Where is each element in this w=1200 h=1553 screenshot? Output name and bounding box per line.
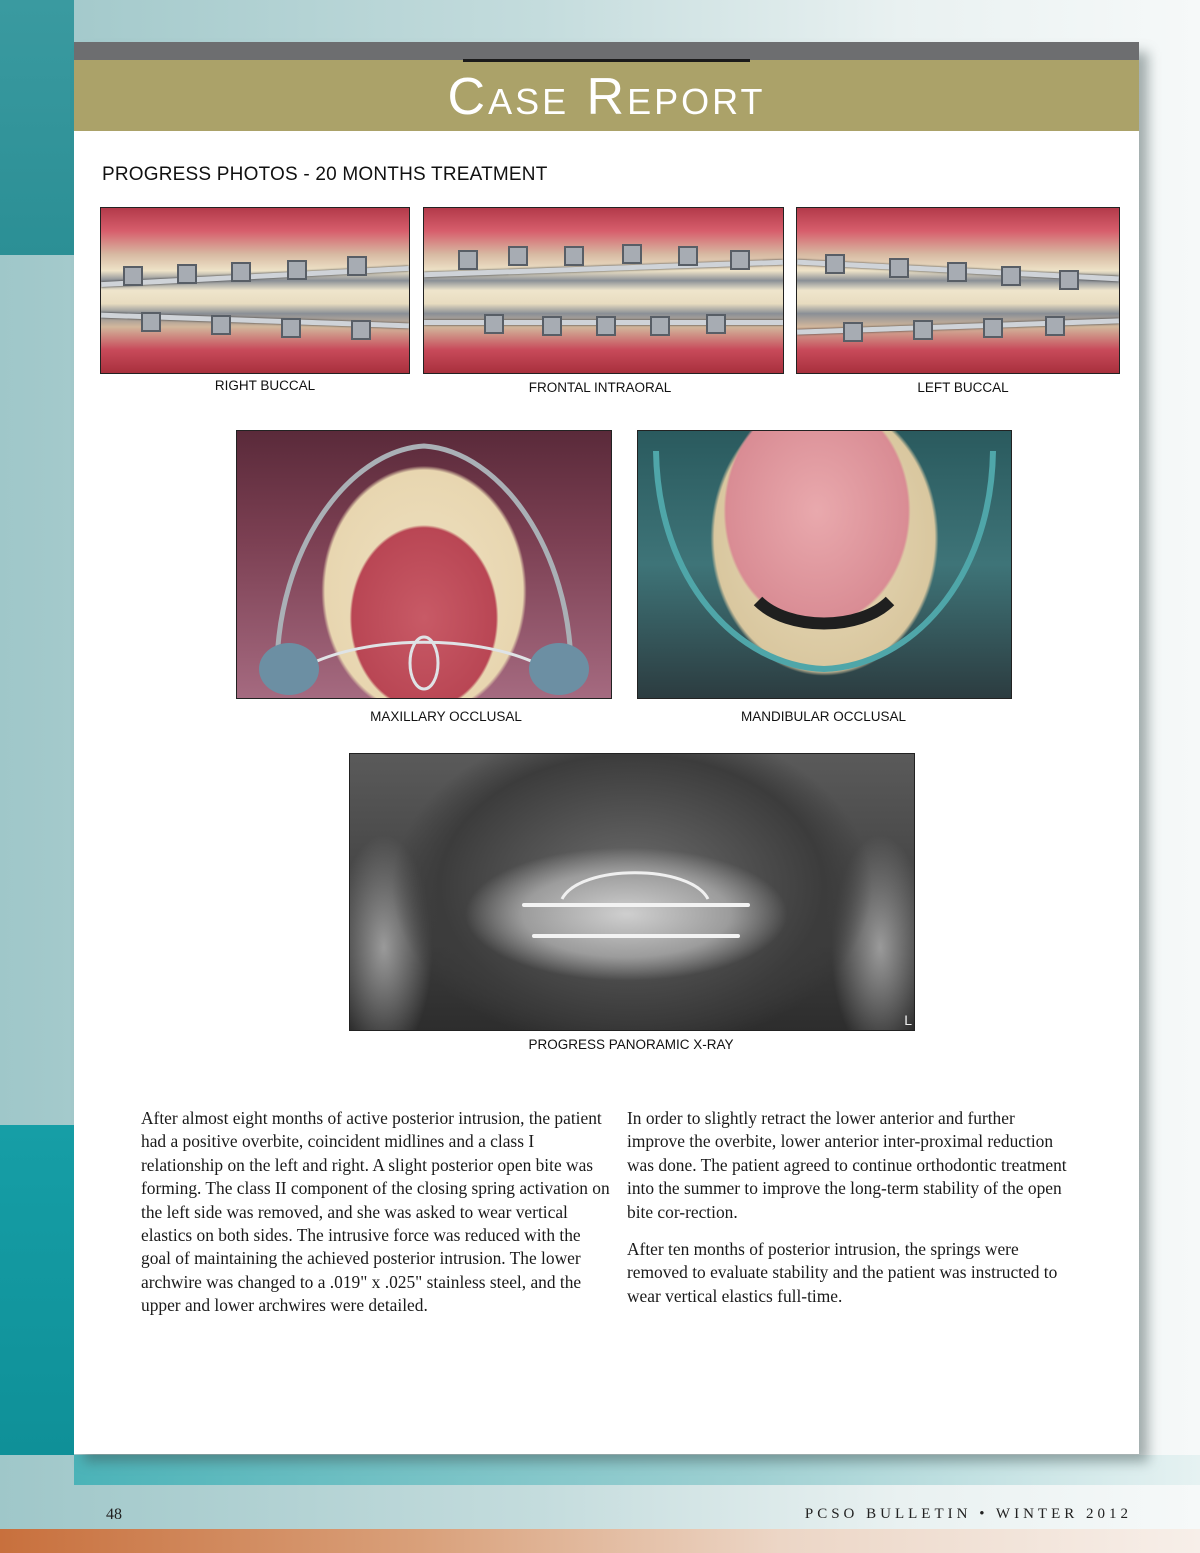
photo-frontal-intraoral <box>423 207 784 374</box>
photo-right-buccal <box>100 207 410 374</box>
decorative-teal-block-bottom <box>0 1125 74 1455</box>
photo-left-buccal <box>796 207 1120 374</box>
decorative-copper-band <box>0 1529 1200 1553</box>
section-title: PROGRESS PHOTOS - 20 MONTHS TREATMENT <box>102 164 548 185</box>
caption-left-buccal: LEFT BUCCAL <box>917 380 1009 395</box>
xray-side-marker: L <box>904 1012 912 1028</box>
photo-mandibular-occlusal <box>637 430 1012 699</box>
photo-maxillary-occlusal <box>236 430 612 699</box>
caption-mandibular-occlusal: MANDIBULAR OCCLUSAL <box>740 709 907 724</box>
body-paragraph: After almost eight months of active posterior intrusion, the patient had a positive overbite, coincident midlines and a class I relationship on the left and right. A slight posterior open bite was forming. The class II component of the closing spring activation on the left side was removed, and she was asked to wear vertical elastics on both sides. The intrusive force was reduced with the goal of maintaining the achieved posterior intrusion. The lower archwire was changed to a .019" x .025" stainless steel, and the upper and lower archwires were detailed. <box>141 1108 610 1316</box>
body-column-2 <box>627 1107 1077 1322</box>
photo-panoramic-xray <box>349 753 915 1031</box>
caption-frontal-intraoral: FRONTAL INTRAORAL <box>528 380 672 395</box>
publication-title: PCSO BULLETIN • WINTER 2012 <box>804 1506 1132 1522</box>
page-title: Case Report <box>447 68 766 126</box>
caption-maxillary-occlusal: MAXILLARY OCCLUSAL <box>370 709 522 724</box>
caption-right-buccal: RIGHT BUCCAL <box>214 378 316 393</box>
body-paragraph: After ten months of posterior intrusion, the springs were removed to evaluate stability and the patient was instructed to wear vertical elastics full-time. <box>627 1239 1058 1306</box>
body-column-1 <box>141 1107 611 1332</box>
header-grey-bar <box>74 42 1139 60</box>
decorative-teal-block-top <box>0 0 74 255</box>
caption-panoramic-xray: PROGRESS PANORAMIC X-RAY <box>528 1037 734 1052</box>
page-number: 48 <box>106 1506 122 1523</box>
body-paragraph: In order to slightly retract the lower anterior and further improve the overbite, lower anterior inter-proximal reduction was done. The patient agreed to continue orthodontic treatment into the summer to improve the long-term stability of the open bite cor-rection. <box>627 1108 1067 1222</box>
